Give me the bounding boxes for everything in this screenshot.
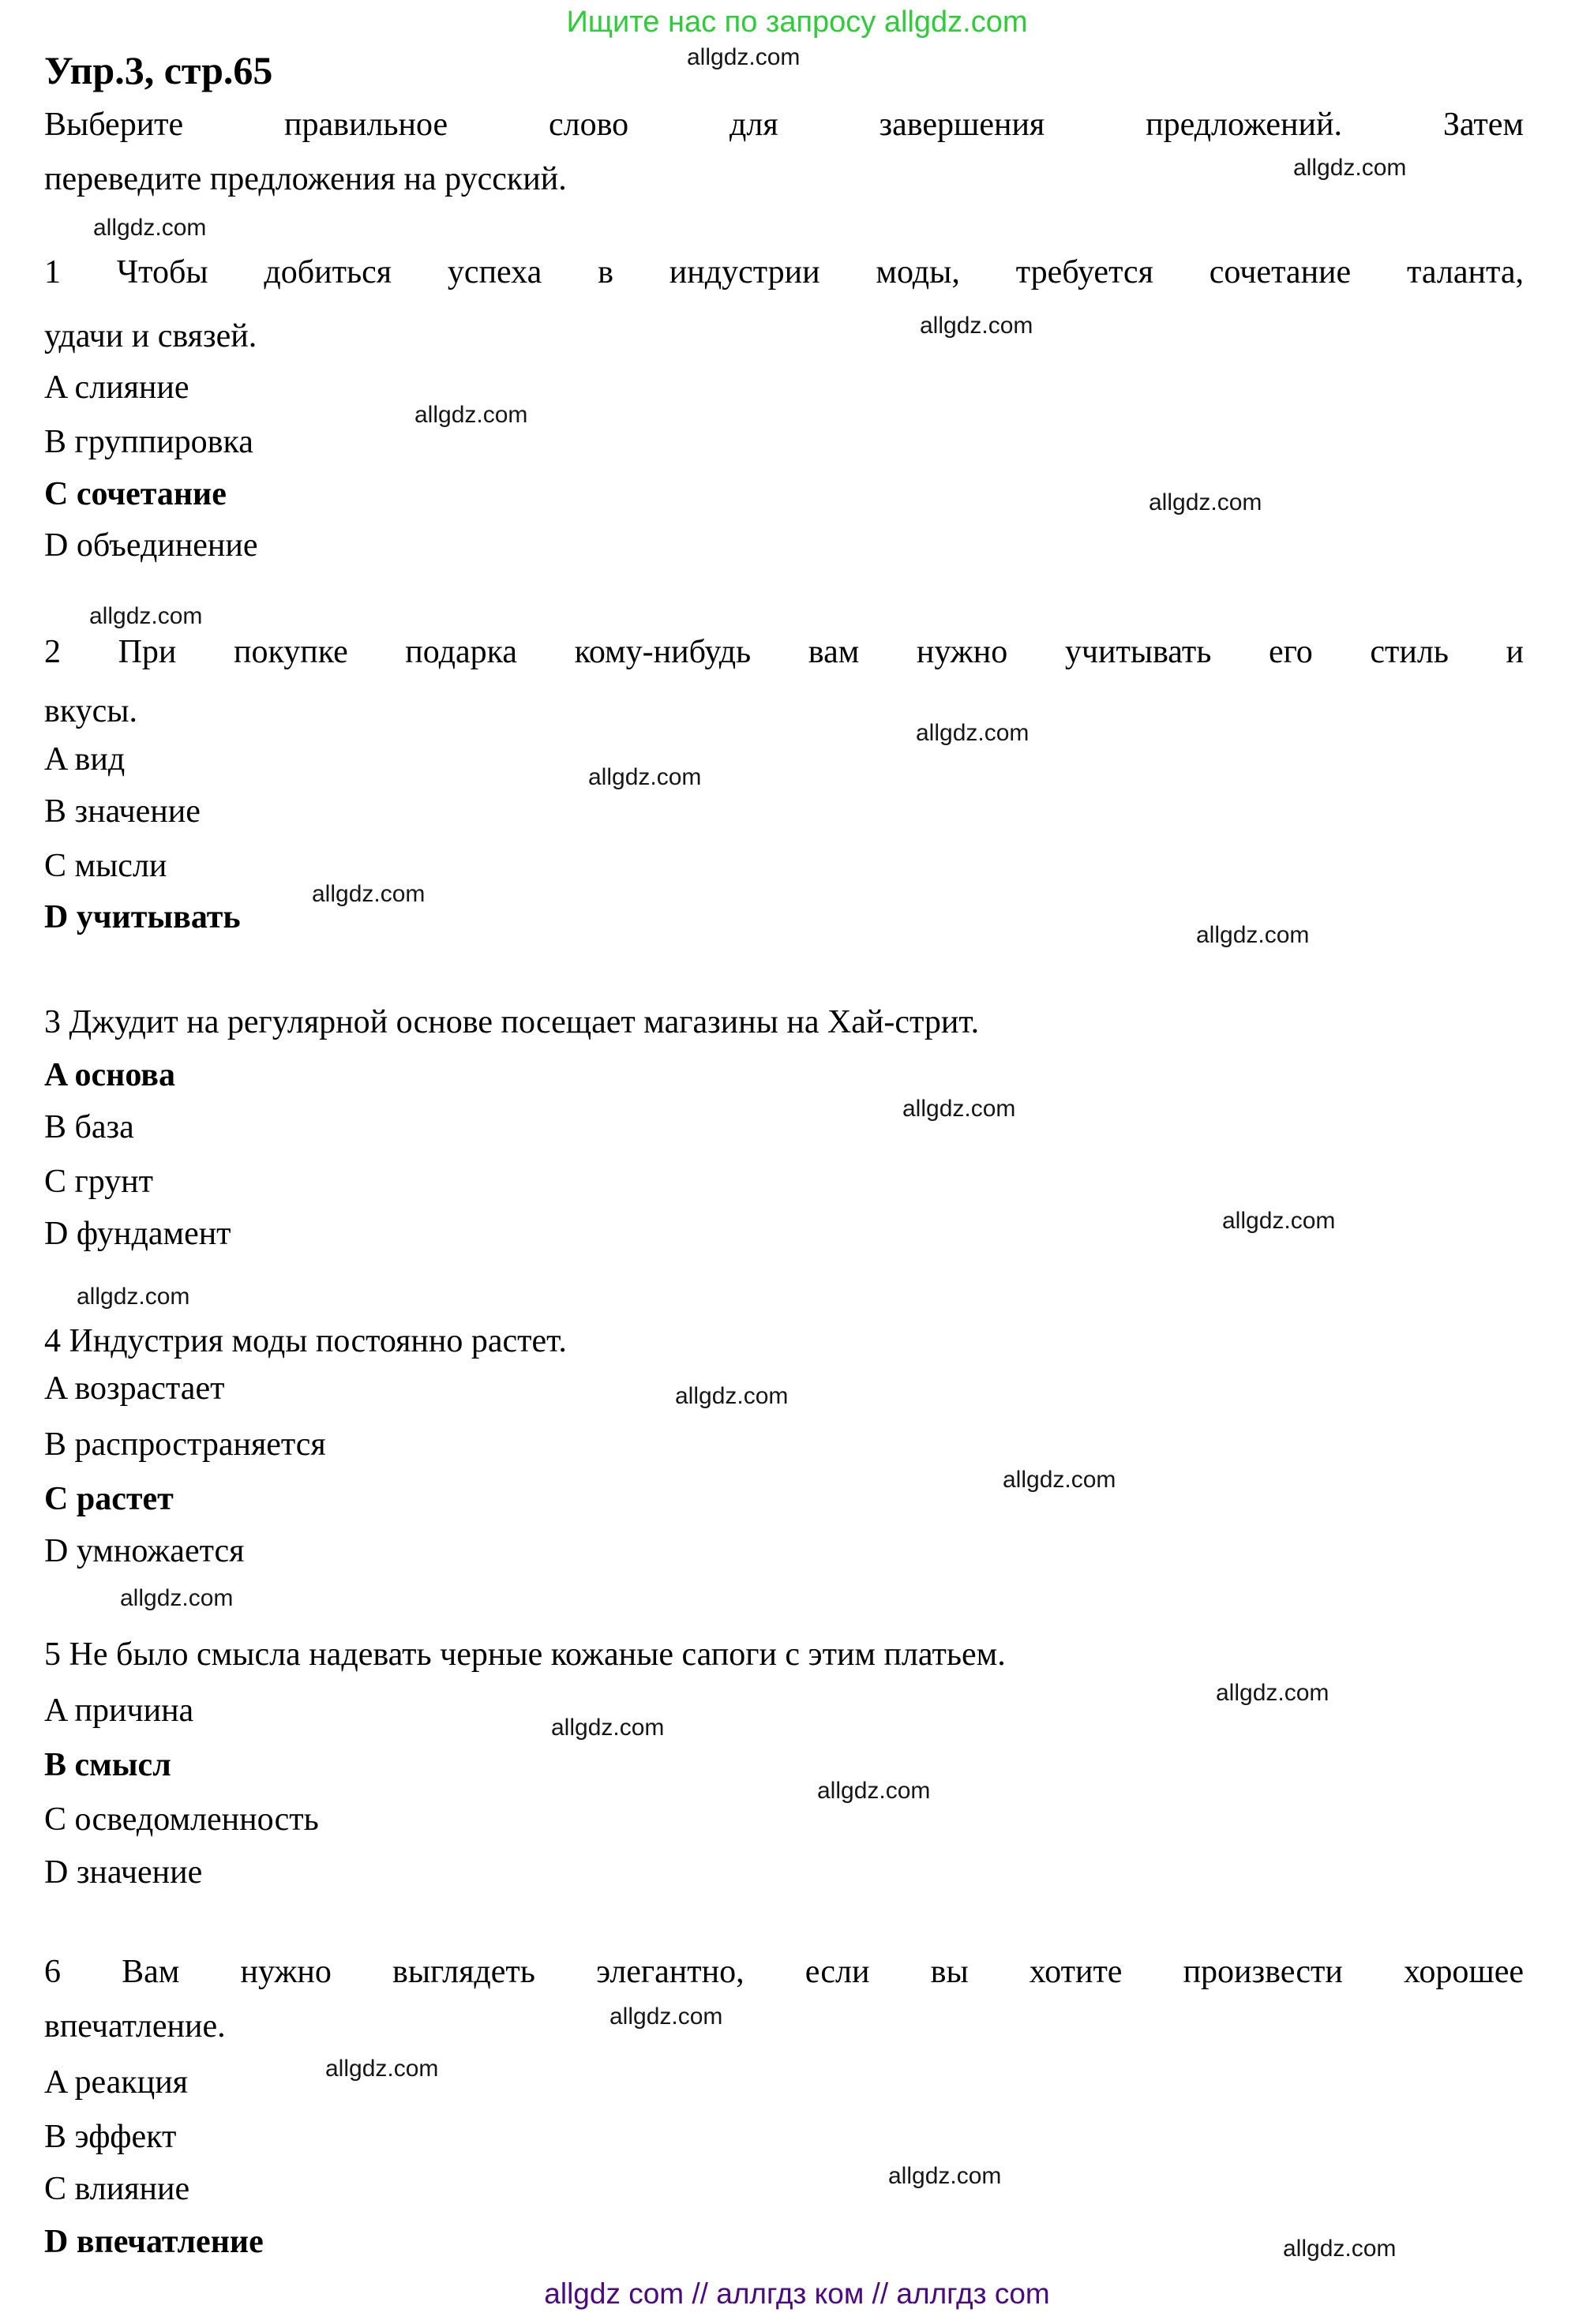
question-5-option-a: A причина xyxy=(44,1692,194,1729)
question-6-option-c: C влияние xyxy=(44,2171,190,2207)
allgdz-watermark: allgdz.com xyxy=(687,44,801,70)
question-4-option-b: B распространяется xyxy=(44,1426,326,1463)
question-3-option-c: C грунт xyxy=(44,1164,154,1200)
question-2-option-a: A вид xyxy=(44,741,126,778)
question-5-option-c: C осведомленность xyxy=(44,1801,319,1838)
question-5-option-d: D значение xyxy=(44,1854,203,1891)
question-3-option-b: B база xyxy=(44,1109,134,1145)
question-6-text-line-2: впечатление. xyxy=(44,2008,226,2045)
question-1-option-a: A слияние xyxy=(44,369,189,406)
task-instruction-line-2: переведите предложения на русский. xyxy=(44,161,567,197)
allgdz-watermark: allgdz.com xyxy=(588,764,702,790)
question-1-text-line-1: 1 Чтобы добиться успеха в индустрии моды, требуется сочетание таланта, xyxy=(44,254,1524,290)
question-4-option-a: A возрастает xyxy=(44,1370,225,1407)
question-6-option-b: B эффект xyxy=(44,2119,177,2155)
exercise-title: Упр.3, стр.65 xyxy=(44,48,273,92)
question-5-option-b: B смысл xyxy=(44,1747,171,1783)
question-6-option-a: A реакция xyxy=(44,2064,188,2101)
question-2-text-line-2: вкусы. xyxy=(44,693,138,729)
question-1-text-line-2: удачи и связей. xyxy=(44,318,257,354)
allgdz-watermark: allgdz.com xyxy=(1216,1680,1330,1706)
question-4-text-line-1: 4 Индустрия моды постоянно растет. xyxy=(44,1323,567,1359)
allgdz-watermark: allgdz.com xyxy=(902,1096,1016,1122)
allgdz-watermark: allgdz.com xyxy=(312,881,426,907)
question-3-text-line-1: 3 Джудит на регулярной основе посещает магазины на Хай-стрит. xyxy=(44,1004,980,1040)
allgdz-watermark: allgdz.com xyxy=(120,1585,234,1611)
question-6-text-line-1: 6 Вам нужно выглядеть элегантно, если вы хотите произвести хорошее xyxy=(44,1954,1524,1990)
allgdz-watermark: allgdz.com xyxy=(817,1778,931,1804)
question-2-text-line-1: 2 При покупке подарка кому-нибудь вам нужно учитывать его стиль и xyxy=(44,634,1524,670)
promo-banner: Ищите нас по запросу allgdz.com xyxy=(566,6,1028,39)
allgdz-watermark: allgdz.com xyxy=(1196,922,1310,948)
allgdz-watermark: allgdz.com xyxy=(1149,489,1262,515)
question-3-option-a: A основа xyxy=(44,1057,175,1093)
question-1-option-b: B группировка xyxy=(44,424,253,460)
allgdz-watermark: allgdz.com xyxy=(1003,1467,1116,1493)
allgdz-watermark: allgdz.com xyxy=(916,720,1030,746)
allgdz-watermark: allgdz.com xyxy=(93,215,207,241)
question-4-option-d: D умножается xyxy=(44,1533,245,1569)
allgdz-watermark: allgdz.com xyxy=(325,2056,439,2082)
question-5-text-line-1: 5 Не было смысла надевать черные кожаные сапоги с этим платьем. xyxy=(44,1636,1006,1673)
question-2-option-b: B значение xyxy=(44,793,201,830)
question-4-option-c: C растет xyxy=(44,1481,174,1517)
question-3-option-d: D фундамент xyxy=(44,1216,231,1252)
question-1-option-d: D объединение xyxy=(44,527,258,564)
allgdz-watermark: allgdz.com xyxy=(414,402,528,428)
allgdz-watermark: allgdz.com xyxy=(675,1383,789,1409)
allgdz-watermark: allgdz.com xyxy=(888,2163,1002,2189)
allgdz-watermark: allgdz.com xyxy=(77,1284,190,1310)
allgdz-watermark: allgdz.com xyxy=(920,313,1033,339)
allgdz-watermark: allgdz.com xyxy=(1293,155,1407,181)
allgdz-watermark: allgdz.com xyxy=(1222,1208,1336,1234)
allgdz-watermark: allgdz.com xyxy=(609,2004,723,2030)
question-1-option-c: C сочетание xyxy=(44,476,227,512)
allgdz-watermark: allgdz.com xyxy=(551,1715,665,1741)
question-2-option-c: C мысли xyxy=(44,848,167,884)
question-2-option-d: D учитывать xyxy=(44,899,241,935)
question-6-option-d: D впечатление xyxy=(44,2224,264,2260)
footer-sites-line: allgdz com // аллгдз ком // аллгдз com xyxy=(544,2277,1050,2310)
task-instruction-line-1: Выберите правильное слово для завершения предложений. Затем xyxy=(44,107,1524,143)
allgdz-watermark: allgdz.com xyxy=(1283,2236,1397,2262)
allgdz-watermark: allgdz.com xyxy=(89,603,203,629)
